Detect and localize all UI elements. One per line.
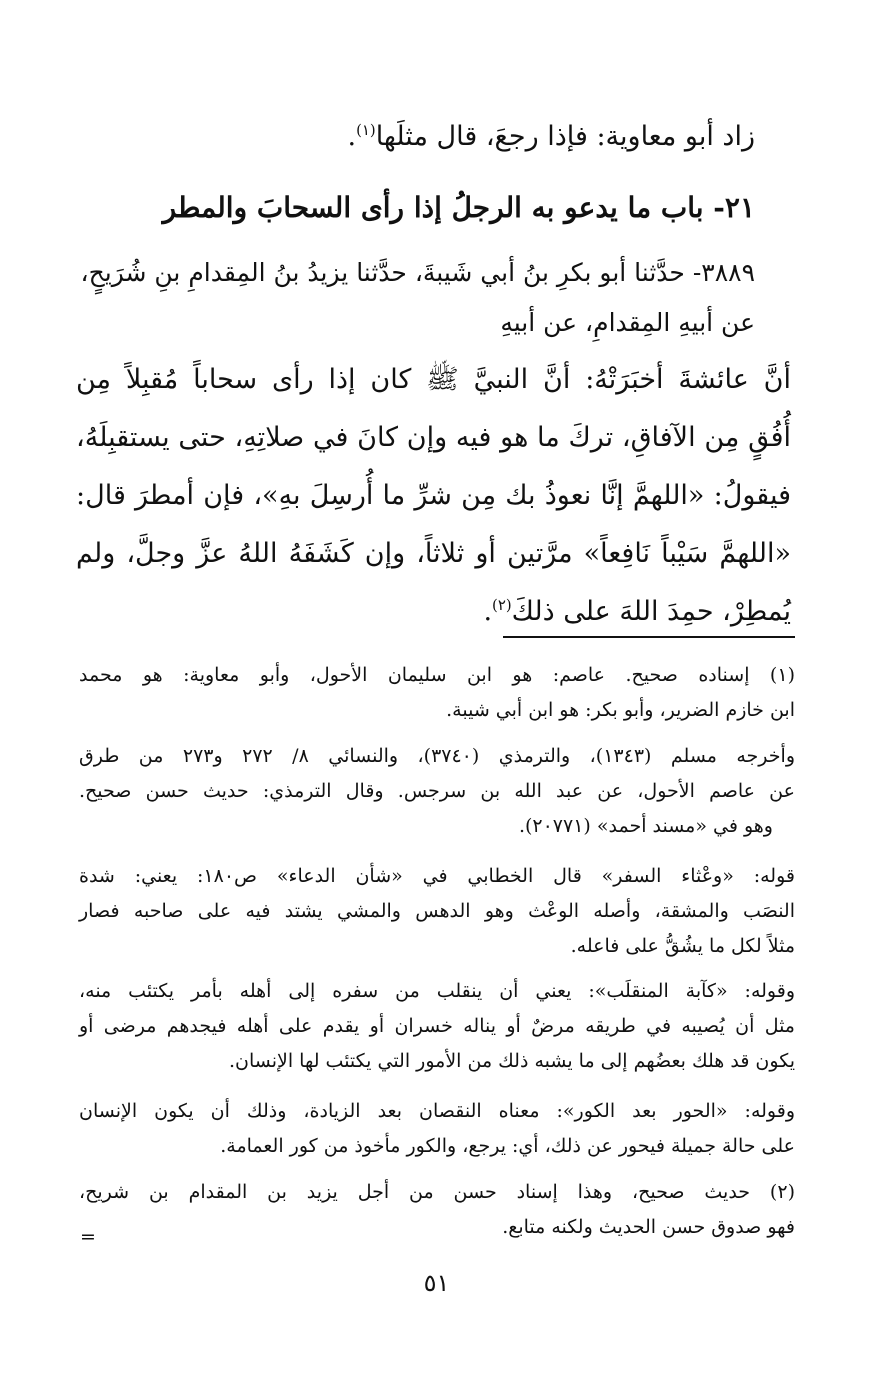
footnote-1-wathaa (79, 859, 795, 964)
chapter-heading: ٢١- باب ما يدعو به الرجلُ إذا رأى السحابَ والمطر (162, 191, 755, 224)
footnote-marker-2[interactable]: (٢) (492, 596, 512, 614)
footnote-line: النصَب والمشقة، وأصله الوعْث وهو الدهس والمشي يشتد فيه على صاحبه فصار (79, 900, 795, 922)
footnote-line: (١) إسناده صحيح. عاصم: هو ابن سليمان الأحول، وأبو معاوية: هو محمد (79, 664, 795, 686)
footnote-line: يكون قد هلك بعضُهم إلى ما يشبه ذلك من الأمور التي يكتئب لها الإنسان. (228, 1050, 795, 1072)
footnote-line: ابن خازم الضرير، وأبو بكر: هو ابن أبي شيبة. (446, 699, 795, 721)
footnote-marker-1[interactable]: (١) (356, 121, 376, 139)
matn-tail: . (483, 596, 493, 627)
footnote-line: وقوله: «الحور بعد الكور»: معناه النقصان بعد الزيادة، وذلك أن يكون الإنسان (79, 1100, 795, 1122)
footnote-line: وأخرجه مسلم (١٣٤٣)، والترمذي (٣٧٤٠)، والنسائي ٨/ ٢٧٢ و٢٧٣ من طرق (79, 745, 795, 767)
intro-tail: . (347, 121, 357, 152)
footnote-line: قوله: «وعْثاء السفر» قال الخطابي في «شأن الدعاء» ص١٨٠: يعني: شدة (79, 865, 795, 887)
matn-line: «اللهمَّ سَيْباً نَافِعاً» مرَّتين أو ثلاثاً، وإن كَشَفَهُ اللهُ عزَّ وجلَّ، ولم (76, 538, 791, 569)
footnote-line: وقوله: «كآبة المنقلَب»: يعني أن ينقلب من سفره إلى أهله بأمر يكتئب منه، (79, 980, 795, 1002)
matn-last-text: يُمطِرْ، حمِدَ اللهَ على ذلكَ (511, 596, 791, 627)
hadith-isnad (75, 248, 755, 348)
matn-line: فيقولُ: «اللهمَّ إنَّا نعوذُ بك مِن شرِّ ما أُرسِلَ بهِ»، فإن أمطرَ قال: (76, 480, 791, 511)
footnote-1 (79, 658, 795, 728)
footnote-line: عن عاصم الأحول، عن عبد الله بن سرجس. وقال الترمذي: حديث حسن صحيح. (79, 780, 795, 802)
isnad-line: ٣٨٨٩- حدَّثنا أبو بكرِ بنُ أبي شَيبةَ، حدَّثنا يزيدُ بنُ المِقدامِ بنِ شُرَيحٍ، (80, 258, 755, 287)
footnote-line: مثل أن يُصيبه في طريقه مرضٌ أو يناله خسران أو يقدم على أهله فيجدهم مرضى أو (79, 1015, 795, 1037)
continuation-mark: = (80, 1226, 96, 1248)
intro-line (115, 112, 755, 162)
page-number: ٥١ (423, 1269, 450, 1297)
footnote-2 (79, 1175, 795, 1245)
footnote-line: (٢) حديث صحيح، وهذا إسناد حسن من أجل يزيد بن المقدام بن شريح، (79, 1181, 795, 1203)
matn-last-line (76, 583, 791, 641)
matn-line: أنَّ عائشةَ أخبَرَتْهُ: أنَّ النبيَّ ﷺ كان إذا رأى سحاباً مُقبِلاً مِن (76, 364, 791, 395)
footnote-line: مثلاً لكل ما يشُقُّ على فاعله. (570, 935, 795, 957)
footnote-line: على حالة جميلة فيحور عن ذلك، أي: يرجع، والكور مأخوذ من كور العمامة. (220, 1135, 795, 1157)
matn-line: أُفُقٍ مِن الآفاقِ، تركَ ما هو فيه وإن كانَ في صلاتِهِ، حتى يستقبِلَهُ، (76, 422, 791, 453)
intro-text: زاد أبو معاوية: فإذا رجعَ، قال مثلَها (375, 121, 755, 152)
footnote-1-takhrij (79, 739, 795, 844)
footnote-separator (503, 636, 795, 638)
isnad-line: عن أبيهِ المِقدامِ، عن أبيهِ (500, 308, 755, 337)
footnote-line: وهو في «مسند أحمد» (٢٠٧٧١). (518, 815, 773, 837)
footnote-1-hawr (79, 1094, 795, 1164)
hadith-matn (76, 351, 791, 641)
footnote-line: فهو صدوق حسن الحديث ولكنه متابع. (502, 1216, 795, 1238)
footnote-1-kaabah (79, 974, 795, 1079)
